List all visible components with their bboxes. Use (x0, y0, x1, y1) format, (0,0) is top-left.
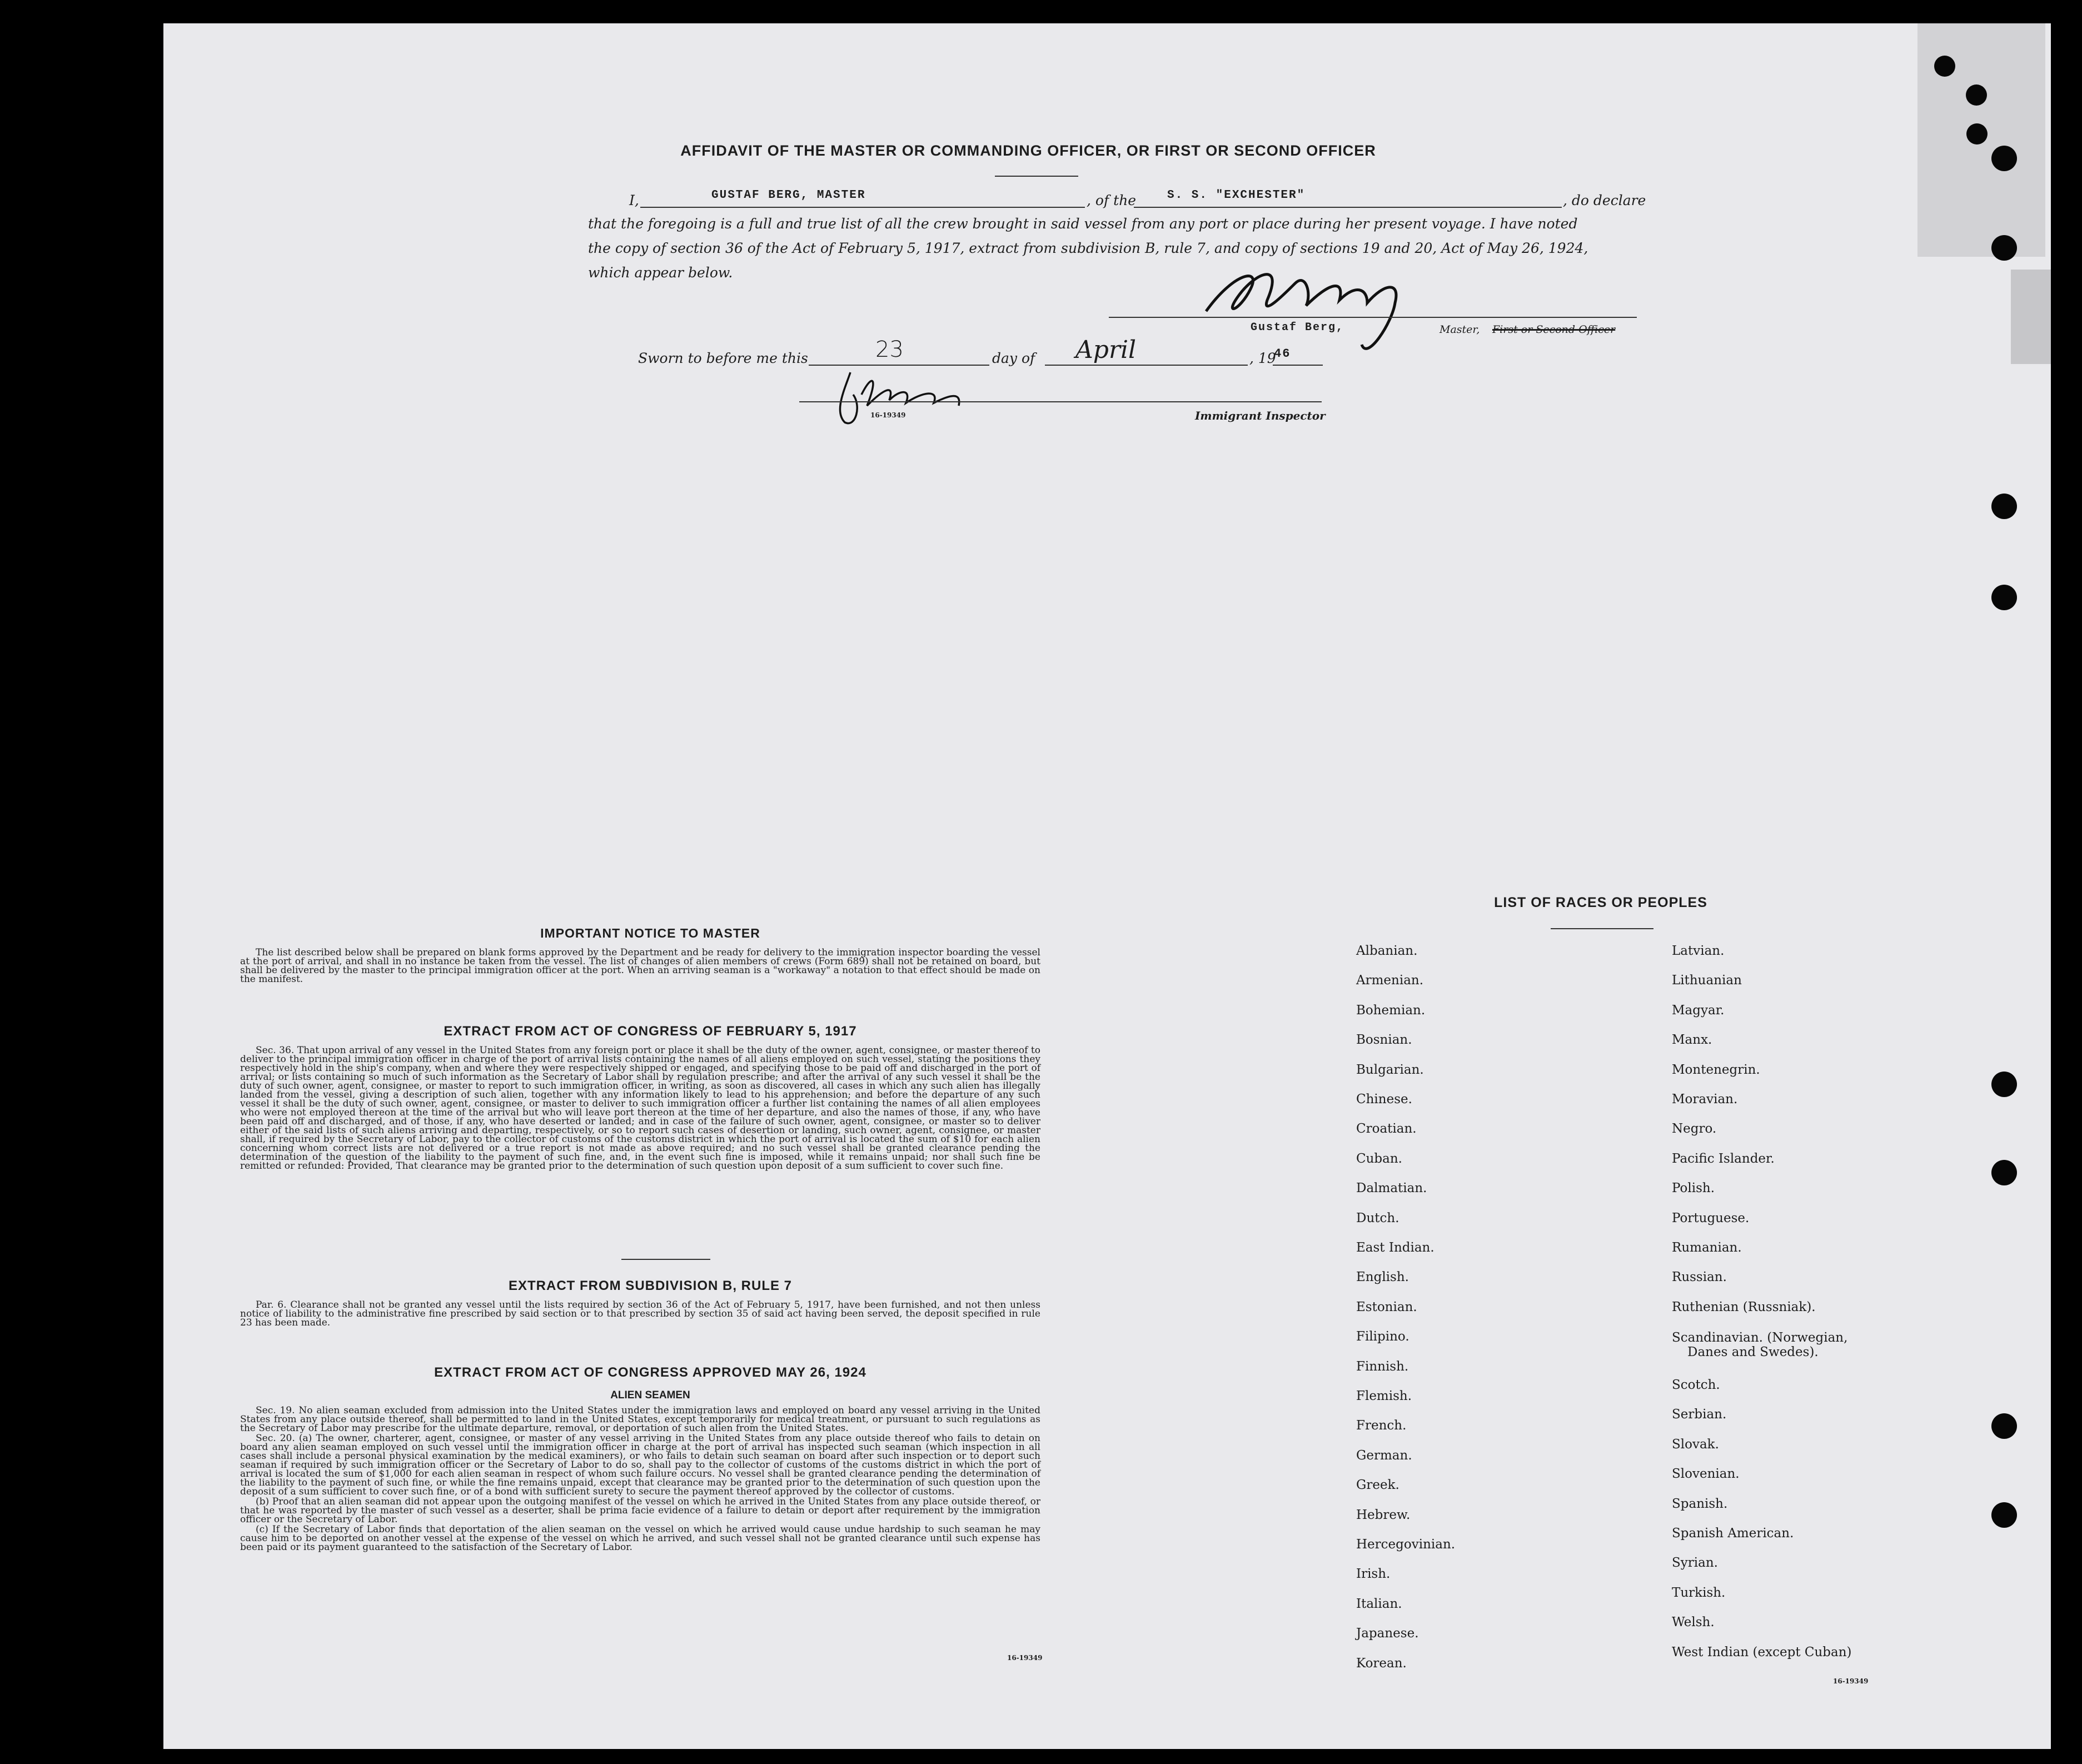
race-item: Magyar. (1672, 1003, 1725, 1018)
signer-typed: Gustaf Berg, (1251, 321, 1344, 334)
race-item: Bulgarian. (1356, 1063, 1424, 1077)
extract-1924-subtitle: ALIEN SEAMEN (610, 1389, 690, 1401)
punch-hole (1991, 235, 2017, 261)
race-item: Montenegrin. (1672, 1063, 1760, 1077)
master-signature (1201, 250, 1467, 361)
sworn-month: April (1075, 336, 1137, 364)
race-item: West Indian (except Cuban) (1672, 1645, 1852, 1660)
race-item: Welsh. (1672, 1615, 1715, 1630)
race-item: Lithuanian (1672, 973, 1742, 988)
punch-hole (1991, 494, 2017, 519)
punch-hole (1991, 1413, 2017, 1439)
extract-1924-title: EXTRACT FROM ACT OF CONGRESS APPROVED MAY 26, 1924 (434, 1365, 866, 1380)
race-item: Cuban. (1356, 1152, 1402, 1166)
sworn-year-line (1273, 365, 1323, 366)
extract-1917-title: EXTRACT FROM ACT OF CONGRESS OF FEBRUARY 5, 1917 (444, 1024, 857, 1039)
punch-hole (1934, 56, 1955, 77)
inspector-form-number: 16-19349 (870, 411, 906, 419)
extract-1917-text (240, 1046, 1040, 1172)
race-item: German. (1356, 1448, 1412, 1463)
punch-hole (1991, 1502, 2017, 1528)
race-item: Manx. (1672, 1033, 1712, 1047)
affidavit-body-line-2: the copy of section 36 of the Act of February 5, 1917, extract from subdivision B, rule 7, and copy of sections 19 and 20, Act of May 26, 1924, (588, 240, 1588, 256)
inspector-signature-line (799, 401, 1322, 402)
race-item: Spanish American. (1672, 1526, 1794, 1541)
race-item: Hercegovinian. (1356, 1537, 1456, 1552)
race-item: Serbian. (1672, 1407, 1727, 1422)
race-item: Irish. (1356, 1567, 1391, 1581)
race-item: Bosnian. (1356, 1033, 1412, 1047)
race-item: Albanian. (1356, 944, 1418, 958)
punch-hole (1991, 146, 2017, 171)
name-line (640, 207, 1085, 208)
extract-form-number: 16-19349 (1007, 1654, 1043, 1662)
race-item: Korean. (1356, 1656, 1407, 1671)
race-item: Russian. (1672, 1270, 1727, 1284)
race-item: Scandinavian. (Norwegian, (1672, 1331, 1848, 1345)
punch-hole (1991, 1160, 2017, 1185)
race-item: Chinese. (1356, 1092, 1412, 1107)
sworn-month-line (1045, 365, 1248, 366)
race-item: Ruthenian (Russniak). (1672, 1300, 1816, 1314)
race-item: Spanish. (1672, 1497, 1728, 1511)
divider (995, 176, 1078, 177)
race-item: Syrian. (1672, 1556, 1718, 1570)
of-the-label: , of the (1087, 192, 1137, 208)
race-item: Slovenian. (1672, 1467, 1740, 1481)
race-item: Italian. (1356, 1597, 1402, 1611)
extract-rule7-title: EXTRACT FROM SUBDIVISION B, RULE 7 (508, 1278, 793, 1293)
notice-paragraph: The list described below shall be prepared on blank forms approved by the Department and be ready for delivery to the immigration inspector boarding the vessel at the port of arrival, and shall in no instance be taken from the vessel. The list of changes of alien members of crews (Form 689) shall not be retained on board, but shall be delivered by the master to the principal immigration officer at the port. When an arriving seaman is a "workaway" a notation to that effect should be made on the manifest. (240, 947, 1040, 985)
vessel-name-typed: S. S. "EXCHESTER" (1167, 189, 1306, 202)
race-item: Filipino. (1356, 1329, 1409, 1344)
extract-rule7-text (240, 1300, 1040, 1328)
race-item: East Indian. (1356, 1240, 1435, 1255)
sworn-day: 23 (875, 337, 904, 362)
race-item: Dutch. (1356, 1211, 1399, 1225)
race-item: Danes and Swedes). (1687, 1345, 1819, 1359)
race-item: Scotch. (1672, 1378, 1720, 1392)
extract-1924-text (240, 1406, 1040, 1553)
race-item: Armenian. (1356, 973, 1424, 988)
race-item: Turkish. (1672, 1586, 1726, 1600)
race-item: Greek. (1356, 1478, 1399, 1492)
race-item: Dalmatian. (1356, 1181, 1427, 1195)
race-item: Slovak. (1672, 1437, 1719, 1452)
race-item: Portuguese. (1672, 1211, 1750, 1225)
affidavit-body-line-1: that the foregoing is a full and true list of all the crew brought in said vessel from any port or place during her present voyage. I have noted (588, 216, 1578, 232)
inspector-label: Immigrant Inspector (1195, 409, 1326, 422)
race-item: Estonian. (1356, 1300, 1417, 1314)
inspector-signature (828, 361, 995, 433)
sworn-year: 46 (1274, 347, 1291, 361)
race-item: Negro. (1672, 1122, 1717, 1136)
section-36-paragraph: Sec. 36. That upon arrival of any vessel in the United States from any foreign port or place it shall be the duty of the owner, agent, consignee, or master thereof to deliver to the principal immigration officer in charge of the port of arrival lists containing the names of all aliens employed on such vessel, stating the positions they respectively hold in the ship's company, when and where they were respectively shipped or engaged, and specifying those to be paid off and discharged in the port of arrival; or lists containing so much of such information as the Secretary of Labor shall by regulation prescribe; and after the arrival of any such vessel it shall be the duty of such owner, agent, consignee, or master to report to such immigration officer, in writing, as soon as discovered, all cases in which any such alien has illegally landed from the vessel, giving a description of such alien, together with any information likely to lead to his apprehension; and before the departure of any such vessel it shall be the duty of such owner, agent, consignee, or master to deliver to such immigration officer a further list containing the names of all alien employees who were not employed thereon at the time of the arrival but who will leave port thereon at the time of her departure, and also the names of those, if any, who have been paid off and discharged, and of those, if any, who have deserted or landed; and in case of the failure of such owner, agent, consignee, or master so to deliver either of the said lists of such aliens arriving and departing, respectively, or so to report such cases of desertion or landing, such owner, agent, consignee, or master shall, if required by the Secretary of Labor, pay to the collector of customs of the customs district in which the port of arrival is located the sum of $10 for each alien concerning whom correct lists are not delivered or a true report is not made as above required; and no such vessel shall be granted clearance pending the determination of the question of the liability to the payment of such fine, and, in the event such fine is imposed, while it remains unpaid; nor shall such fine be remitted or refunded: Provided, That clearance may be granted prior to the determination of such question upon deposit of a sum sufficient to cover such fine. (240, 1045, 1040, 1172)
paper-tab-middle (2011, 270, 2051, 364)
paragraph-6: Par. 6. Clearance shall not be granted any vessel until the lists required by section 36 of the Act of February 5, 1917, have been furnished, and not then unless notice of liability to the administrative fine prescribed by said section or to that prescribed by section 35 of said act having been served, the deposit specified in rule 23 has been made. (240, 1299, 1040, 1328)
section-20a-paragraph: Sec. 20. (a) The owner, charterer, agent, consignee, or master of any vessel arriving in the United States from any place outside thereof who fails to detain on board any alien seaman employed on such vessel until the immigration officer in charge at the port of arrival has inspected such seaman (which inspection in all cases shall include a personal physical examination by the medical examiners), or who fails to detain such seaman on board after such inspection or to deport such seaman if required by such immigration officer or the Secretary of Labor to do so, shall pay to the collector of customs of the customs district in which the port of arrival is located the sum of $1,000 for each alien seaman in respect of whom such failure occurs. No vessel shall be granted clearance pending the determination of the liability to the payment of such fine, or while the fine remains unpaid, except that clearance may be granted prior to the determination of such question upon the deposit of a sum sufficient to cover such fine, or of a bond with sufficient surety to secure the payment thereof approved by the collector of customs. (240, 1433, 1040, 1497)
affidavit-body-line-3: which appear below. (588, 265, 733, 281)
punch-hole (1991, 1072, 2017, 1097)
punch-hole (1966, 123, 1988, 144)
race-item: Flemish. (1356, 1389, 1412, 1403)
races-title: LIST OF RACES OR PEOPLES (1494, 895, 1707, 910)
race-item: Japanese. (1356, 1626, 1419, 1641)
master-label: Master, (1440, 323, 1480, 336)
i-prefix: I, (629, 192, 639, 208)
sworn-prefix: Sworn to before me this (638, 350, 808, 366)
race-item: English. (1356, 1270, 1409, 1284)
year-prefix: , 19 (1249, 350, 1276, 366)
race-item: Rumanian. (1672, 1240, 1742, 1255)
section-20c-paragraph: (c) If the Secretary of Labor finds that deportation of the alien seaman on the vessel on which he arrived would cause undue hardship to such seaman he may cause him to be deported on another vessel at the expense of the vessel on which he arrived, and such vessel shall not be granted clearance until such expense has been paid or its payment guaranteed to the satisfaction of the Secretary of Labor. (240, 1524, 1040, 1553)
section-19-paragraph: Sec. 19. No alien seaman excluded from admission into the United States under the immigration laws and employed on board any vessel arriving in the United States from any place outside thereof, shall be permitted to land in the United States, except temporarily for medical treatment, or pursuant to such regulations as the Secretary of Labor may prescribe for the ultimate departure, removal, or deportation of such alien from the United States. (240, 1405, 1040, 1434)
races-form-number: 16-19349 (1833, 1677, 1869, 1685)
race-item: Bohemian. (1356, 1003, 1426, 1018)
race-item: Finnish. (1356, 1359, 1409, 1374)
race-item: Polish. (1672, 1181, 1715, 1195)
struck-officer-text: First or Second Officer (1492, 323, 1616, 336)
race-item: Hebrew. (1356, 1508, 1411, 1522)
vessel-line (1134, 207, 1562, 208)
divider (1551, 928, 1653, 929)
day-of-label: day of (992, 350, 1035, 366)
race-item: Moravian. (1672, 1092, 1738, 1107)
section-20b-paragraph: (b) Proof that an alien seaman did not appear upon the outgoing manifest of the vessel on which he arrived in the United States from any place outside thereof, or that he was reported by the master of such vessel as a deserter, shall be prima facie evidence of a failure to detain or deport after requirement by the immigration officer or the Secretary of Labor. (240, 1496, 1040, 1525)
master-name-typed: GUSTAF BERG, MASTER (711, 189, 866, 202)
race-item: French. (1356, 1418, 1407, 1433)
punch-hole (1991, 585, 2017, 610)
notice-title: IMPORTANT NOTICE TO MASTER (540, 926, 760, 940)
master-signature-line (1109, 317, 1637, 318)
race-item: Pacific Islander. (1672, 1152, 1775, 1166)
affidavit-title: AFFIDAVIT OF THE MASTER OR COMMANDING OFFICER, OR FIRST OR SECOND OFFICER (680, 142, 1376, 159)
do-declare-label: , do declare (1563, 192, 1646, 208)
punch-hole (1966, 84, 1987, 106)
notice-text (240, 948, 1040, 985)
race-item: Croatian. (1356, 1122, 1417, 1136)
race-item: Latvian. (1672, 944, 1725, 958)
divider (621, 1259, 710, 1260)
